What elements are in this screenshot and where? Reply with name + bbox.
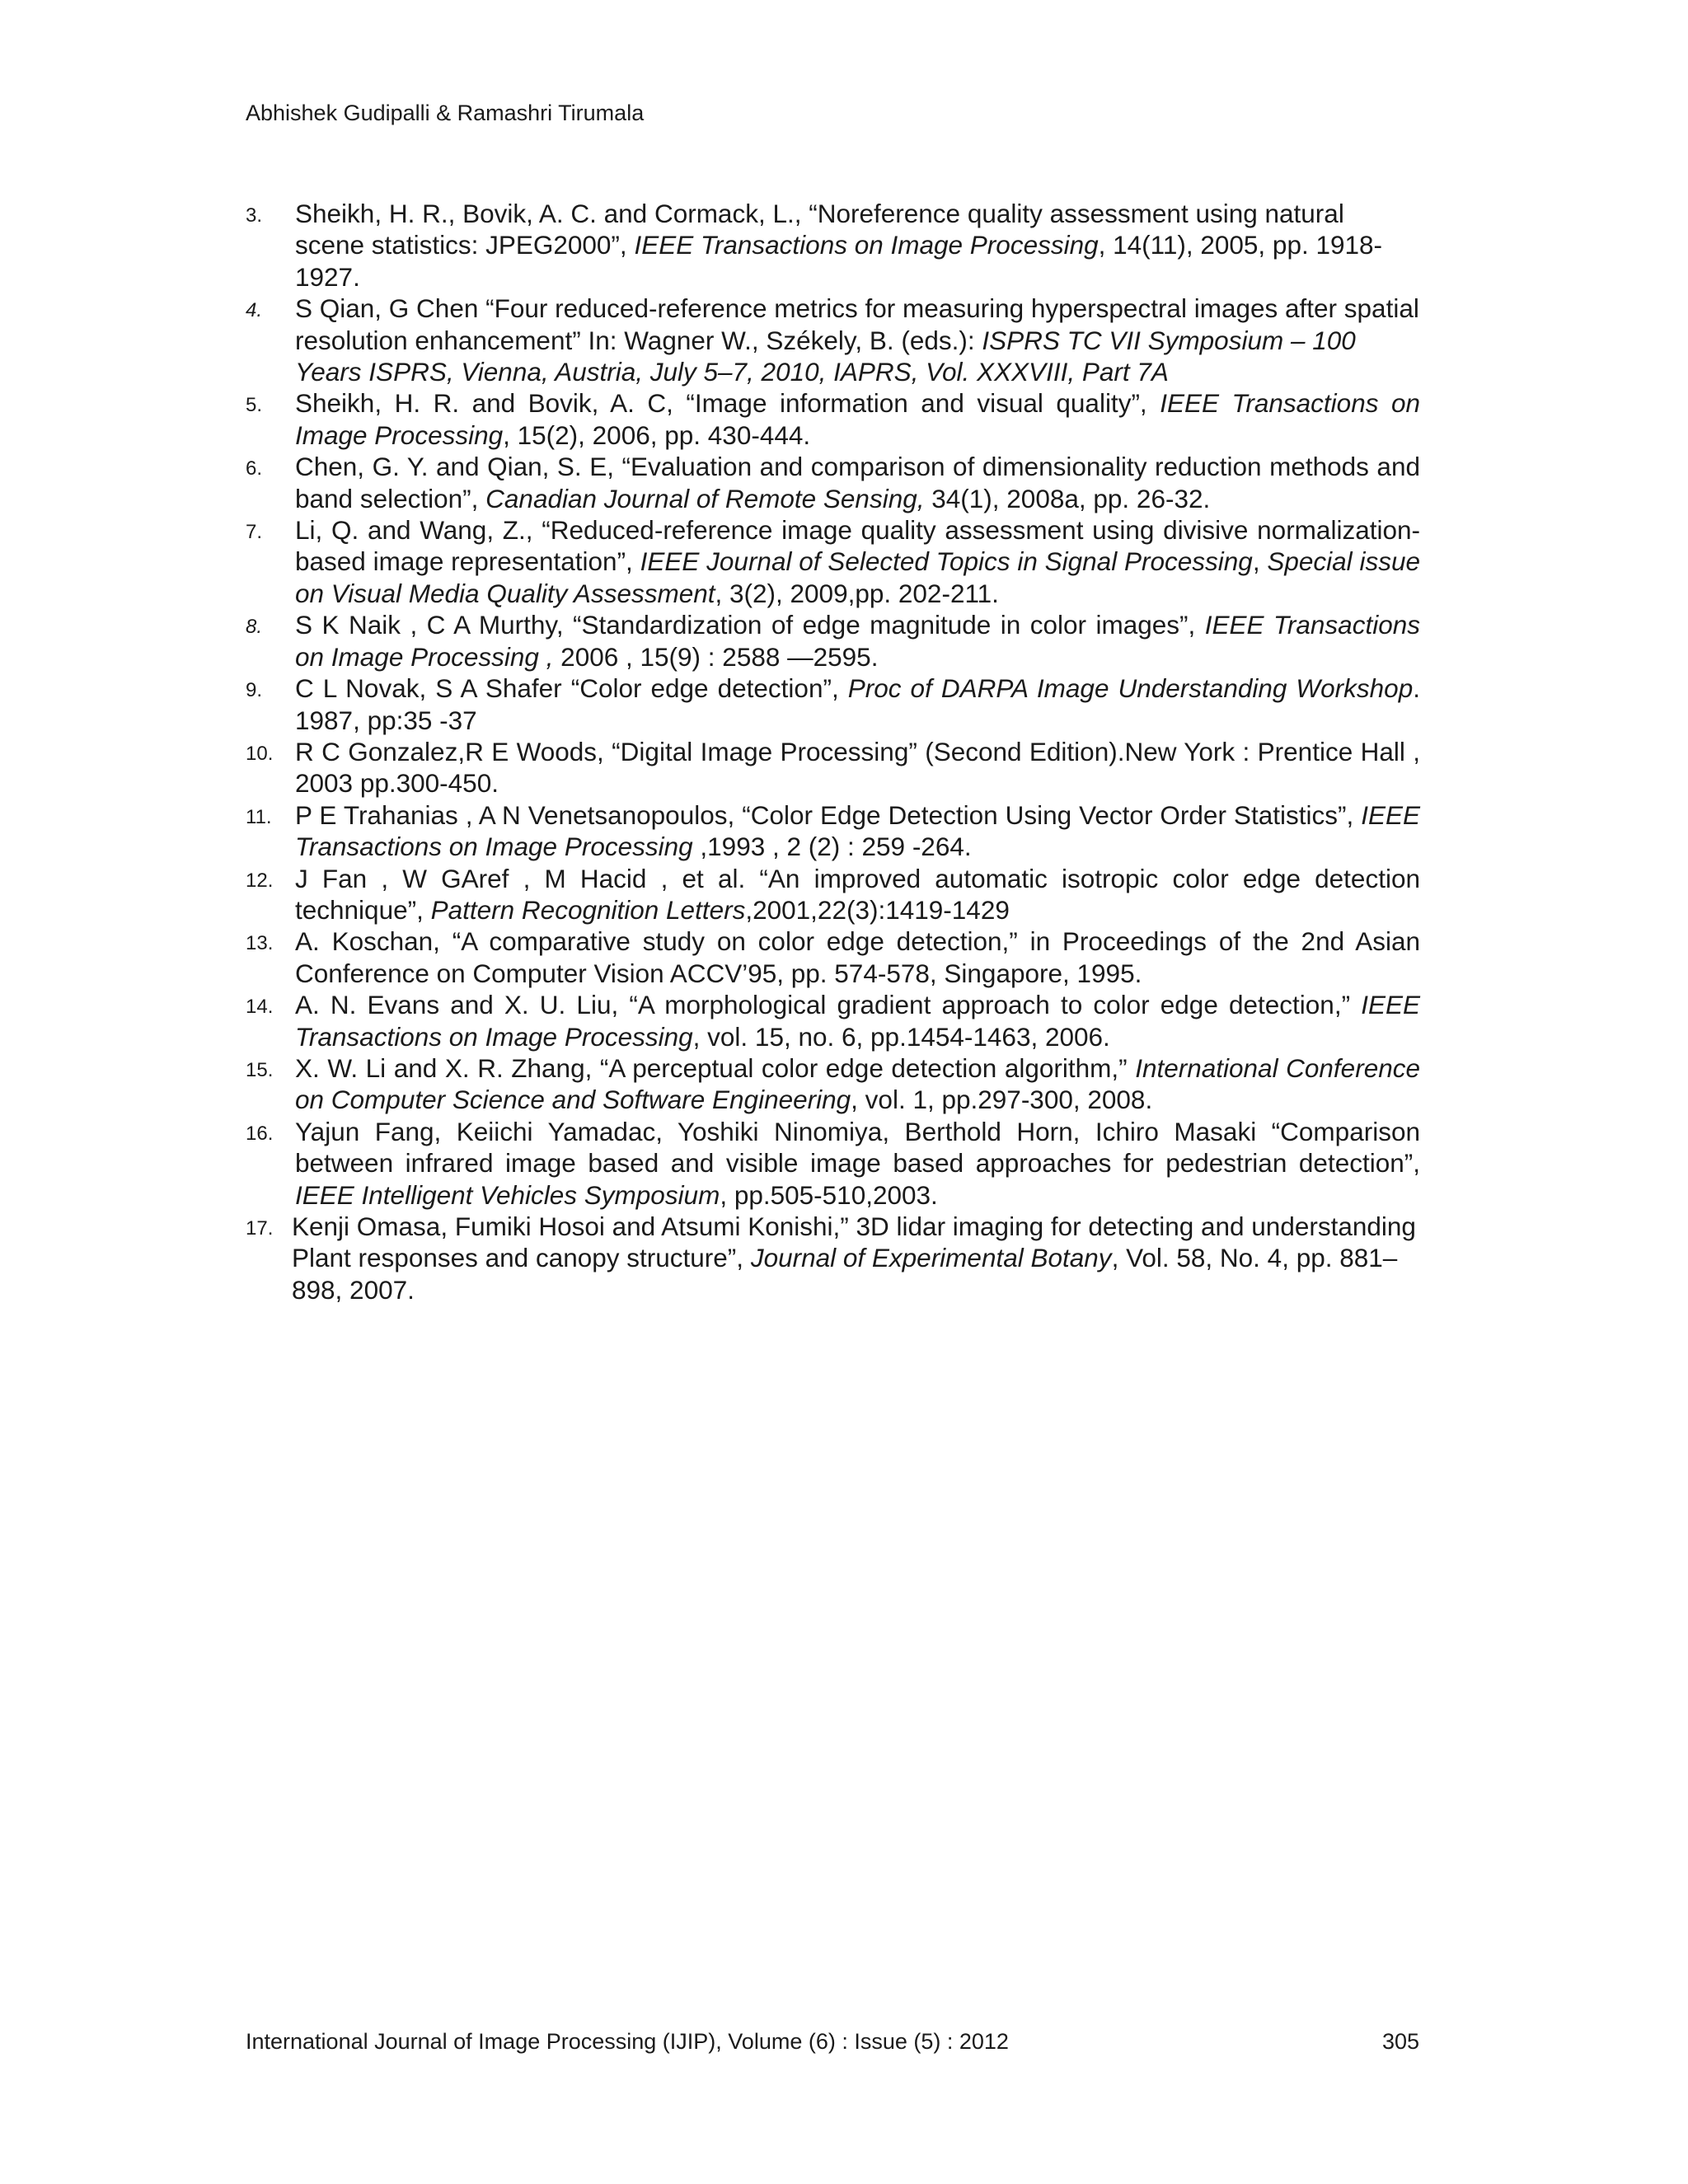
reference-venue-italic: Journal of Experimental Botany — [750, 1243, 1112, 1273]
reference-item — [246, 387, 1420, 451]
reference-number: 16. — [246, 1122, 274, 1145]
reference-number: 9. — [246, 679, 263, 702]
reference-item — [246, 736, 1420, 799]
reference-text: , pp.505-510,2003. — [720, 1179, 938, 1210]
reference-venue-italic: IEEE Transactions on Image Processing — [295, 799, 1420, 862]
reference-item — [246, 1116, 1420, 1211]
reference-item — [246, 799, 1420, 863]
reference-text: , — [1252, 546, 1268, 577]
reference-item — [246, 863, 1420, 926]
reference-text: , vol. 15, no. 6, pp.1454-1463, 2006. — [692, 1021, 1110, 1052]
reference-text: A. Koschan, “A comparative study on color edge detection,” in Proceedings of the 2nd Asian Conference on Computer Vision ACCV’95, pp. 574-578, Singapore, 1995. — [295, 926, 1420, 988]
reference-item — [246, 609, 1420, 673]
reference-list — [246, 198, 1420, 1305]
reference-item — [246, 293, 1420, 387]
reference-item — [246, 1211, 1420, 1305]
reference-text: S Qian, G Chen “Four reduced-reference metrics for measuring hyperspectral images after spatial resolution enhancement” In: Wagner W., Székely, B. (eds.): — [295, 293, 1419, 355]
reference-text: , 15(2), 2006, pp. 430-444. — [503, 419, 811, 450]
reference-number: 14. — [246, 996, 274, 1019]
reference-text: ,2001,22(3):1419-1429 — [745, 894, 1010, 925]
reference-number: 5. — [246, 394, 263, 417]
reference-venue-italic: Canadian Journal of Remote Sensing, — [485, 483, 925, 513]
reference-text: , 3(2), 2009,pp. 202-211. — [715, 578, 999, 608]
reference-text: Sheikh, H. R., Bovik, A. C. and Cormack, L., “Noreference quality assessment using natural scene statistics: JPEG2000”, — [295, 199, 1344, 260]
reference-number: 10. — [246, 742, 274, 765]
reference-text: Sheikh, H. R. and Bovik, A. C, “Image information and visual quality”, — [295, 388, 1160, 419]
reference-text: R C Gonzalez,R E Woods, “Digital Image Processing” (Second Edition).New York : Prentice Hall , 2003 pp.300-450. — [295, 736, 1420, 799]
reference-number: 3. — [246, 204, 263, 227]
reference-venue-italic: IEEE Transactions on Image Processing — [295, 990, 1420, 1052]
running-header: Abhishek Gudipalli & Ramashri Tirumala — [246, 101, 645, 125]
reference-item — [246, 1052, 1420, 1116]
reference-text: S K Naik , C A Murthy, “Standardization of edge magnitude in color images”, — [295, 610, 1205, 640]
reference-number: 11. — [246, 805, 272, 828]
reference-text: , 14(11), 2005, pp. 1918-1927. — [295, 230, 1383, 292]
reference-number: 8. — [246, 616, 263, 639]
reference-item — [246, 989, 1420, 1052]
reference-text: 2006 , 15(9) : 2588 —2595. — [553, 641, 879, 672]
reference-venue-italic: IEEE Journal of Selected Topics in Signal Processing — [640, 546, 1253, 577]
reference-venue-italic: Proc of DARPA Image Understanding Workshop — [847, 673, 1414, 704]
reference-text: Kenji Omasa, Fumiki Hosoi and Atsumi Konishi,” 3D lidar imaging for detecting and understanding Plant responses and canopy structure”, — [292, 1212, 1416, 1273]
reference-venue-italic: IEEE Intelligent Vehicles Symposium — [295, 1179, 720, 1210]
reference-venue-italic: International Conference on Computer Science and Software Engineering — [295, 1052, 1420, 1115]
reference-text: X. W. Li and X. R. Zhang, “A perceptual color edge detection algorithm,” — [295, 1052, 1136, 1083]
reference-venue-italic: ISPRS TC VII Symposium – 100 Years ISPRS, Vienna, Austria, July 5–7, 2010, IAPRS, Vol. XXXVIII, Part 7A — [295, 325, 1356, 387]
reference-text: , Vol. 58, No. 4, pp. 881–898, 2007. — [292, 1243, 1398, 1305]
reference-number: 6. — [246, 457, 263, 480]
page-number: 305 — [1381, 2029, 1419, 2054]
reference-text: Li, Q. and Wang, Z., “Reduced-reference image quality assessment using divisive normalization-based image representation”, — [295, 515, 1420, 577]
reference-venue-italic: Special issue on Visual Media Quality Assessment — [295, 546, 1420, 608]
reference-item — [246, 514, 1420, 609]
reference-text: J Fan , W GAref , M Hacid , et al. “An improved automatic isotropic color edge detection technique”, — [295, 863, 1420, 925]
reference-venue-italic: Pattern Recognition Letters — [430, 894, 746, 925]
reference-text: Yajun Fang, Keiichi Yamadac, Yoshiki Ninomiya, Berthold Horn, Ichiro Masaki “Comparison between infrared image based and visible image based approaches for pedestrian detection”, — [295, 1116, 1420, 1179]
reference-text: . 1987, pp:35 -37 — [295, 673, 1420, 735]
reference-venue-italic: IEEE Transactions on Image Processing — [295, 388, 1420, 450]
reference-number: 13. — [246, 932, 274, 955]
reference-item — [246, 198, 1420, 293]
reference-venue-italic: IEEE Transactions on Image Processing — [634, 230, 1099, 260]
reference-number: 7. — [246, 521, 263, 544]
reference-item — [246, 673, 1420, 736]
footer-journal: International Journal of Image Processing (IJIP), Volume (6) : Issue (5) : 2012 — [246, 2029, 1009, 2054]
reference-text: ,1993 , 2 (2) : 259 -264. — [692, 832, 972, 862]
reference-number: 4. — [246, 299, 263, 322]
reference-text: C L Novak, S A Shafer “Color edge detection”, — [295, 673, 848, 704]
reference-number: 15. — [246, 1058, 274, 1081]
reference-item — [246, 451, 1420, 514]
reference-text: A. N. Evans and X. U. Liu, “A morphological gradient approach to color edge detection,” — [295, 990, 1362, 1020]
reference-number: 17. — [246, 1217, 274, 1240]
reference-text: P E Trahanias , A N Venetsanopoulos, “Color Edge Detection Using Vector Order Statistics”, — [295, 799, 1362, 830]
reference-text: Chen, G. Y. and Qian, S. E, “Evaluation and comparison of dimensionality reduction methods and band selection”, — [295, 452, 1420, 513]
reference-venue-italic: IEEE Transactions on Image Processing , — [295, 610, 1420, 672]
reference-text: 34(1), 2008a, pp. 26-32. — [924, 483, 1211, 513]
reference-item — [246, 926, 1420, 989]
reference-number: 12. — [246, 869, 274, 892]
reference-text: , vol. 1, pp.297-300, 2008. — [851, 1085, 1153, 1115]
